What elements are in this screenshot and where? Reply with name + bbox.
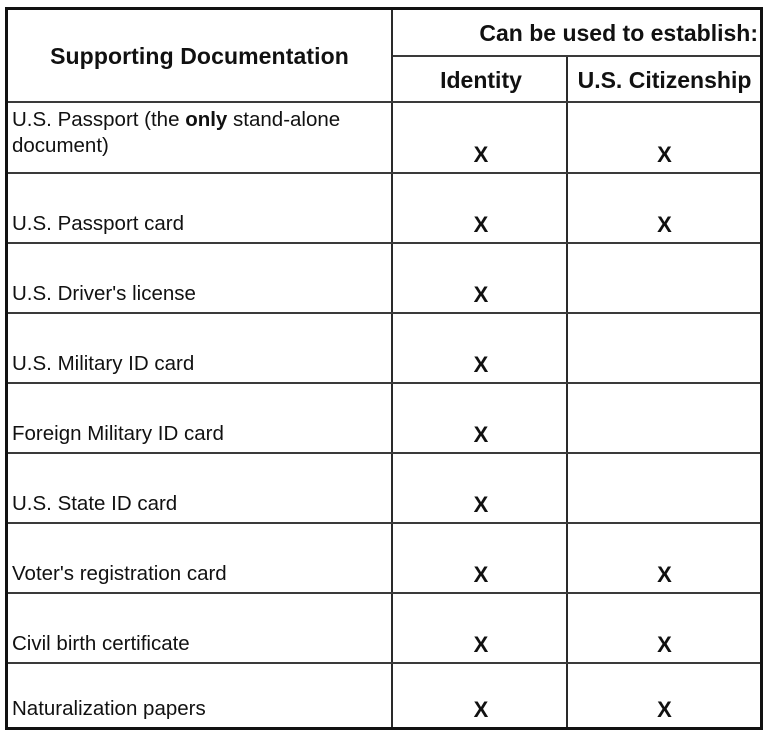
document-label: U.S. Driver's license: [12, 282, 196, 305]
table-row-us-drivers-license: [8, 244, 760, 312]
identity-mark: X: [473, 352, 489, 377]
documentation-table: [5, 7, 763, 730]
document-label: U.S. Military ID card: [12, 352, 195, 375]
citizenship-mark: X: [657, 697, 672, 722]
identity-mark: X: [473, 697, 489, 722]
header-supporting-documentation: Supporting Documentation: [50, 42, 349, 69]
identity-mark: X: [473, 282, 489, 307]
document-label: U.S. Passport card: [12, 212, 185, 235]
document-label: Foreign Military ID card: [12, 422, 224, 445]
identity-mark: X: [473, 142, 489, 167]
citizenship-mark: [569, 454, 760, 522]
identity-mark: X: [473, 422, 489, 447]
table-row-us-state-id: [8, 454, 760, 522]
header-identity: Identity: [440, 66, 522, 93]
citizenship-mark: X: [657, 142, 672, 167]
table-row-us-passport: [8, 103, 760, 172]
document-cell: [12, 103, 388, 172]
citizenship-mark: X: [657, 212, 672, 237]
header-group-divider: [393, 55, 760, 57]
citizenship-mark: X: [657, 562, 672, 587]
citizenship-mark: [569, 314, 760, 382]
table-row-foreign-military-id: [8, 384, 760, 452]
identity-mark: X: [473, 562, 489, 587]
document-label: Civil birth certificate: [12, 632, 190, 655]
document-label: Voter's registration card: [12, 562, 227, 585]
table-row-us-military-id: [8, 314, 760, 382]
citizenship-mark: X: [657, 632, 672, 657]
document-label: Naturalization papers: [12, 697, 206, 720]
document-label: U.S. State ID card: [12, 492, 178, 515]
table-row-us-passport-card: [8, 174, 760, 242]
header-us-citizenship: U.S. Citizenship: [577, 66, 752, 93]
citizenship-mark: [569, 244, 760, 312]
document-label: U.S. Passport (the only stand-alone document): [12, 108, 341, 157]
table-row-civil-birth-certificate: [8, 594, 760, 662]
identity-mark: X: [473, 632, 489, 657]
identity-mark: X: [473, 212, 489, 237]
table-row-naturalization-papers: [8, 664, 760, 727]
table-row-voters-registration: [8, 524, 760, 592]
header-can-establish: Can be used to establish:: [479, 19, 758, 46]
citizenship-mark: [569, 384, 760, 452]
identity-mark: X: [473, 492, 489, 517]
